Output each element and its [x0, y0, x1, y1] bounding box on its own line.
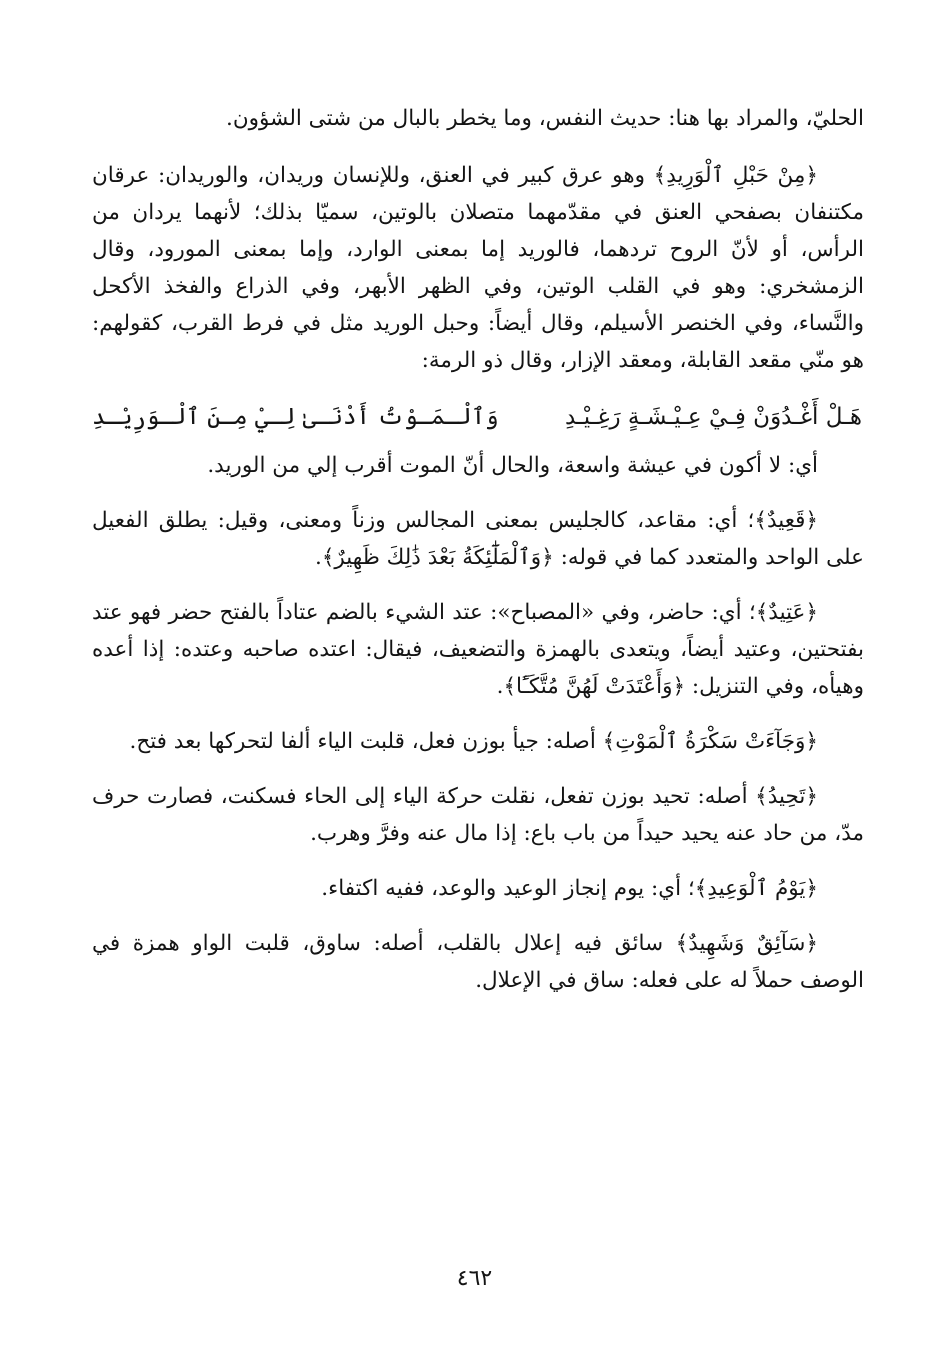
paragraph-1: الحليّ، والمراد بها هنا: حديث النفس، وما يخطر بالبال من شتى الشؤون. — [226, 106, 864, 131]
paragraph-3: أي: لا أكون في عيشة واسعة، والحال أنّ الموت أقرب إلي من الوريد. — [207, 453, 818, 478]
page-number: ٤٦٢ — [456, 1266, 493, 1291]
paragraph-6: ﴿وَجَآءَتْ سَكْرَةُ ٱلْمَوْتِ﴾ أصله: جيأ بوزن فعل، قلبت الياء ألفا لتحركها بعد فتح. — [129, 729, 818, 754]
page-body — [92, 100, 864, 1017]
paragraph-7: ﴿تَحِيدُ﴾ أصله: تحيد بوزن تفعل، نقلت حركة الياء إلى الحاء فسكنت، فصارت حرف مدّ، من حاد عنه يحيد حيداً من باب باع: إذا مال عنه وفرَّ وهرب. — [92, 784, 864, 846]
paragraph-4: ﴿قَعِيدٌ﴾؛ أي: مقاعد، كالجليس بمعنى المجالس وزناً ومعنى، وقيل: يطلق الفعيل على الواحد والمتعدد كما في قوله: ﴿وَٱلْمَلَٰٓئِكَةُ بَعْدَ ذَٰلِكَ ظَهِيرٌ﴾. — [92, 508, 864, 570]
paragraph-9: ﴿سَآئِقٌ وَشَهِيدٌ﴾ سائق فيه إعلال بالقلب، أصله: ساوق، قلبت الواو همزة في الوصف حملاً له على فعله: ساق في الإعلال. — [92, 931, 864, 993]
paragraph-2: ﴿مِنْ حَبْلِ ٱلْوَرِيدِ﴾ وهو عرق كبير في العنق، وللإنسان وريدان، والوريدان: عرقان مكتنفان بصفحي العنق في مقدّمهما متصلان بالوتين، سميّا بذلك؛ لأنهما يردان من الرأس، أو لأنّ الروح تردهما، فالوريد إما بمعنى الوارد، وإما بمعنى المورود، وقال الزمشخري: وهو في القلب الوتين، وفي الظهر الأبهر، وفي الذراع والفخذ الأكحل والنَّساء، وفي الخنصر الأسيلم، وقال أيضاً: وحبل الوريد مثل في فرط القرب، كقولهم: هو منّي مقعد القابلة، ومعقد الإزار، وقال ذو الرمة: — [92, 163, 864, 373]
paragraph-5: ﴿عَتِيدٌ﴾؛ أي: حاضر، وفي «المصباح»: عتد الشيء بالضم عتاداً بالفتح حضر فهو عتد بفتحتين، وعتيد أيضاً، ويتعدى بالهمزة والتضعيف، فيقال: اعتده صاحبه وعتده: إذا أعده وهيأه، وفي التنزيل: ﴿وَأَعْتَدَتْ لَهُنَّ مُتَّكَـًٔا﴾. — [92, 600, 864, 699]
paragraph-8: ﴿يَوْمُ ٱلْوَعِيدِ﴾؛ أي: يوم إنجاز الوعيد والوعد، ففيه اكتفاء. — [321, 876, 818, 901]
verse-hemistich-1: هَـلْ أَغْـدُوَنْ فِـيْ عِـيْـشَـةٍ رَغِـيْـدِ — [564, 404, 862, 430]
poetry-verse — [92, 397, 864, 437]
verse-hemistich-2: وَٱلْـمَـوْتُ أَدْنَـىٰ لِـيْ مِـنَ ٱلْـوَرِيْـدِ — [92, 404, 499, 430]
